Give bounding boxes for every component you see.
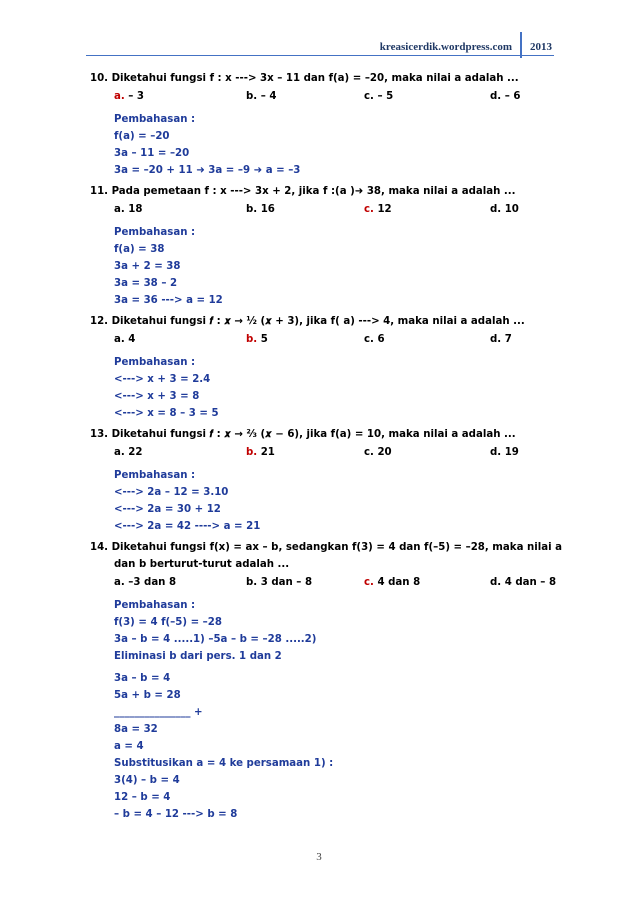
question-text: 10. Diketahui fungsi f : x ---> 3x – 11 dan f(a) = –20, maka nilai a adalah ... [90,73,519,84]
option-c: c. 6 [364,334,385,345]
question-11 [90,183,560,309]
solution [90,111,560,179]
solution-line: Pembahasan : [114,114,196,125]
document-body [90,70,563,827]
solution-line: <---> 2a = 42 ----> a = 21 [114,521,261,532]
question-12 [90,313,560,422]
solution [90,224,560,309]
question-text-continued: dan b berturut-turut adalah ... [114,559,290,570]
option-b: b. 16 [246,204,275,215]
solution-line: <---> x = 8 – 3 = 5 [114,408,219,419]
question-text: 11. Pada pemetaan f : x ---> 3x + 2, jika f :(a )➜ 38, maka nilai a adalah ... [90,186,516,197]
solution-line: f(3) = 4 f(–5) = –28 [114,617,222,628]
solution-line: _______________ + [114,707,203,718]
solution-line: Pembahasan : [114,227,196,238]
solution [90,597,560,823]
solution-line: Pembahasan : [114,470,196,481]
option-b: b. – 4 [246,91,277,102]
question-text: 12. Diketahui fungsi 𝒇 : 𝒙 → ½ (𝒙 + 3), jika f( a) ---> 4, maka nilai a adalah ... [90,316,525,327]
options [90,201,560,218]
solution-line: 3a + 2 = 38 [114,261,181,272]
option-d: d. 10 [490,204,519,215]
solution-line: 3a – b = 4 [114,673,171,684]
header-year: 2013 [530,41,552,53]
options [90,331,560,348]
option-c: c. 4 dan 8 [364,577,421,588]
option-d: d. 4 dan – 8 [490,577,557,588]
solution-line: 12 – b = 4 [114,792,171,803]
solution-line: 3a = 38 – 2 [114,278,178,289]
option-a: a. 4 [114,334,136,345]
solution-line: 3a – b = 4 .....1) –5a – b = –28 .....2) [114,634,317,645]
question-text: 13. Diketahui fungsi 𝒇 : 𝒙 → ⅔ (𝒙 − 6), jika f(a) = 10, maka nilai a adalah ... [90,429,516,440]
option-b: b. 21 [246,447,275,458]
solution-line: 3(4) – b = 4 [114,775,180,786]
question-10 [90,70,560,179]
option-c: c. 20 [364,447,392,458]
question-13 [90,426,560,535]
option-a: a. 22 [114,447,143,458]
solution-line: <---> x + 3 = 8 [114,391,200,402]
solution-line: 3a = –20 + 11 ➜ 3a = –9 ➜ a = –3 [114,165,301,176]
solution-line: – b = 4 – 12 ---> b = 8 [114,809,238,820]
solution-line: 3a – 11 = –20 [114,148,190,159]
solution-line: <---> x + 3 = 2.4 [114,374,211,385]
question-14 [90,539,563,823]
option-a: a. –3 dan 8 [114,577,177,588]
solution-line: Eliminasi b dari pers. 1 dan 2 [114,651,282,662]
options [90,444,560,461]
options [90,88,560,105]
page-number: 3 [316,851,322,863]
option-c: c. – 5 [364,91,394,102]
site-name: kreasicerdik.wordpress.com [379,41,512,53]
solution-line: f(a) = –20 [114,131,170,142]
solution-line: f(a) = 38 [114,244,165,255]
solution [90,354,560,422]
solution-line: 3a = 36 ---> a = 12 [114,295,223,306]
option-b: b. 5 [246,334,268,345]
solution-line: <---> 2a – 12 = 3.10 [114,487,229,498]
option-a: a. – 3 [114,91,145,102]
solution-line: <---> 2a = 30 + 12 [114,504,221,515]
option-d: d. 19 [490,447,519,458]
option-d: d. – 6 [490,91,521,102]
solution-line: Substitusikan a = 4 ke persamaan 1) : [114,758,334,769]
header-rule [86,55,554,56]
options [90,574,560,591]
solution-line: 8a = 32 [114,724,158,735]
option-b: b. 3 dan – 8 [246,577,313,588]
solution-line: a = 4 [114,741,144,752]
solution-line: 5a + b = 28 [114,690,181,701]
option-d: d. 7 [490,334,512,345]
option-c: c. 12 [364,204,392,215]
solution-line: Pembahasan : [114,357,196,368]
question-text: 14. Diketahui fungsi f(x) = ax – b, sedangkan f(3) = 4 dan f(–5) = –28, maka nilai a [90,542,563,553]
option-a: a. 18 [114,204,143,215]
solution-line: Pembahasan : [114,600,196,611]
solution [90,467,560,535]
